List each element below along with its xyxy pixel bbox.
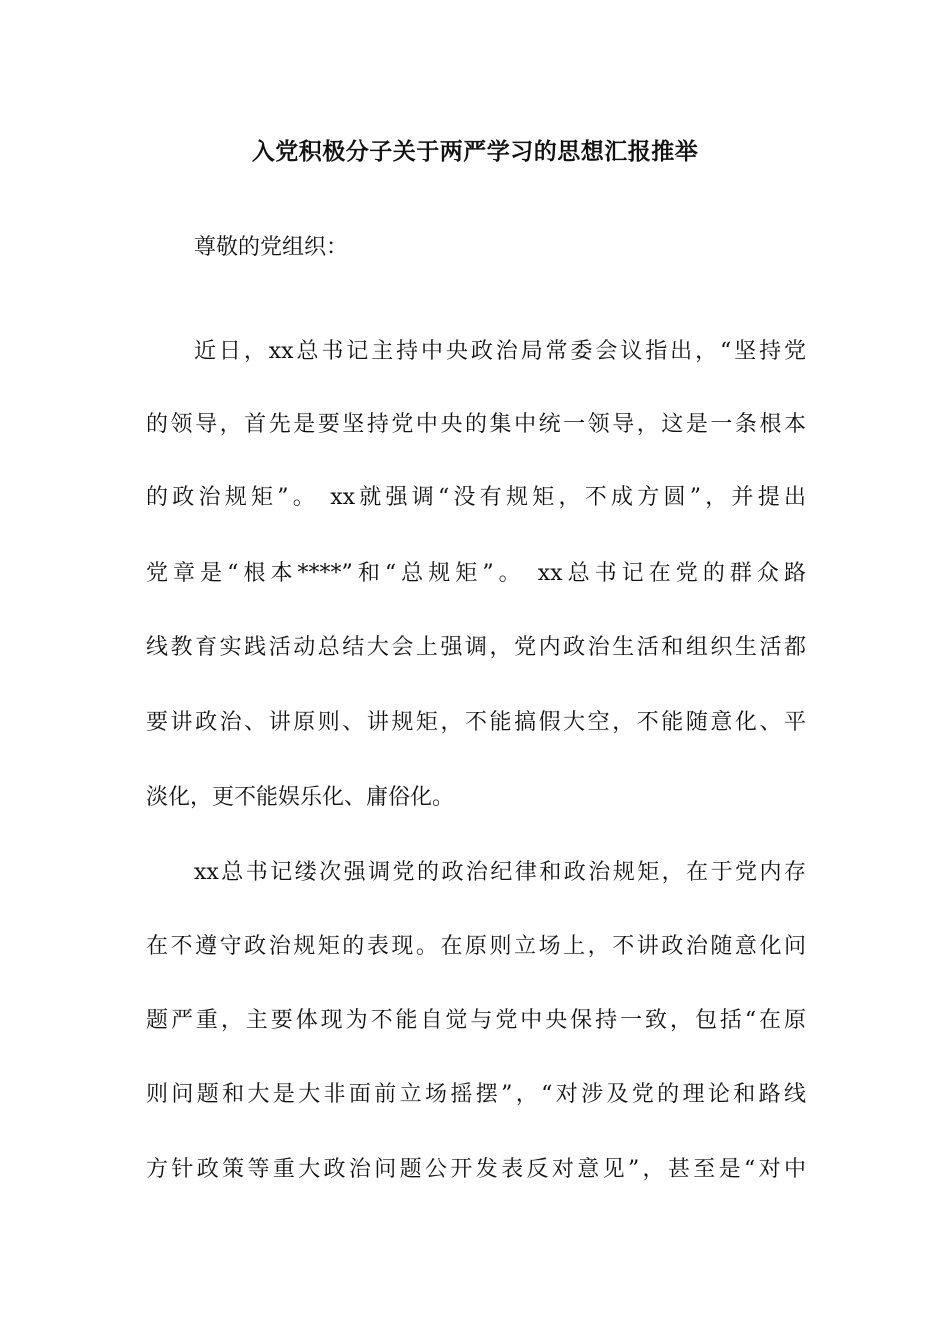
paragraph-2-line-4: 则问题和大是大非面前立场摇摆”，“对涉及党的理论和路线 bbox=[146, 1082, 806, 1107]
paragraph-1-line-3: 的政治规矩”。 xx就强调“没有规矩，不成方圆”，并提出 bbox=[146, 485, 806, 510]
paragraph-2-line-1: xx总书记缕次强调党的政治纪律和政治规矩，在于党内存 bbox=[194, 860, 806, 885]
paragraph-1-line-1: 近日，xx总书记主持中央政治局常委会议指出，“坚持党 bbox=[194, 339, 806, 364]
paragraph-1-line-2: 的领导，首先是要坚持党中央的集中统一领导，这是一条根本 bbox=[146, 412, 806, 437]
paragraph-1-line-5: 线教育实践活动总结大会上强调，党内政治生活和组织生活都 bbox=[146, 635, 806, 660]
paragraph-1-line-7: 淡化，更不能娱乐化、庸俗化。 bbox=[146, 785, 455, 810]
salutation: 尊敬的党组织： bbox=[194, 235, 349, 260]
paragraph-2-line-5: 方针政策等重大政治问题公开发表反对意见”，甚至是“对中 bbox=[146, 1157, 806, 1182]
paragraph-2-line-3: 题严重，主要体现为不能自觉与党中央保持一致，包括“在原 bbox=[146, 1008, 806, 1033]
paragraph-2-line-2: 在不遵守政治规矩的表现。在原则立场上，不讲政治随意化问 bbox=[146, 934, 806, 959]
paragraph-1-line-4: 党章是“根本****”和“总规矩”。 xx总书记在党的群众路 bbox=[146, 561, 806, 586]
paragraph-1-line-6: 要讲政治、讲原则、讲规矩，不能搞假大空，不能随意化、平 bbox=[146, 710, 806, 735]
document-title: 入党积极分子关于两严学习的思想汇报推举 bbox=[251, 138, 699, 165]
